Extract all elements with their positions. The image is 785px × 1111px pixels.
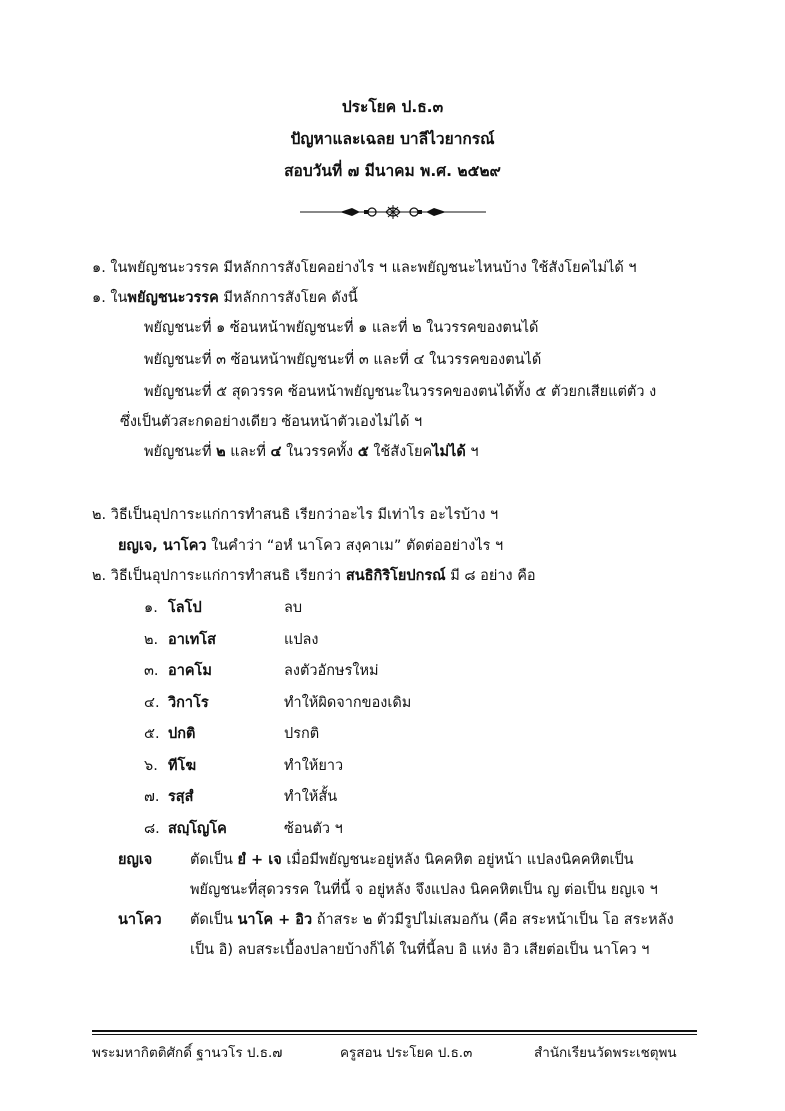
ornament-divider-icon <box>300 202 486 222</box>
list-item-term: อาเทโส <box>168 632 217 648</box>
answer-1-suffix: มีหลักการสังโยค ดังนี้ <box>218 290 358 306</box>
answer-2-suffix: มี ๘ อย่าง คือ <box>445 568 536 584</box>
answer-1-prefix: ๑. ใน <box>92 290 128 306</box>
list-item-term: โลโป <box>168 600 202 616</box>
answer-1-rule-3-cont: ซึ่งเป็นตัวสะกดอย่างเดียว ซ้อนหน้าตัวเองไม่ได้ ฯ <box>120 414 423 430</box>
list-item-number: ๕. <box>144 726 160 742</box>
list-item-meaning: ทำให้ผิดจากของเดิม <box>284 695 412 711</box>
list-item-number: ๗. <box>144 789 160 805</box>
list-item-term: วิกาโร <box>168 695 209 711</box>
explanation-2-term: นาโคว <box>118 912 162 928</box>
answer-2-term: สนธิกิริโยปกรณ์ <box>345 568 446 584</box>
list-item-term: ทีโฆ <box>168 758 197 774</box>
footer-rule-thin <box>92 1034 697 1035</box>
list-item-meaning: ทำให้สั้น <box>284 789 338 805</box>
rule-4-text-c: และที่ <box>225 444 271 460</box>
explanation-1-text: เมื่อมีพยัญชนะอยู่หลัง นิคคหิต อยู่หน้า แปลงนิคคหิตเป็น <box>281 852 634 868</box>
title-line-1: ประโยค ป.ธ.๓ <box>341 98 444 116</box>
explanation-1-term: ยญเจ <box>118 852 153 868</box>
list-item-term: ปกติ <box>168 726 196 742</box>
explanation-2-line-2: เป็น อิ) ลบสระเบื้องปลายบ้างก็ได้ ในที่นี้ลบ อิ แห่ง อิว เสียต่อเป็น นาโคว ฯ <box>190 942 650 958</box>
rule-4-num-4: ๔ <box>270 444 282 460</box>
list-item-number: ๓. <box>144 663 159 679</box>
rule-4-end: ฯ <box>465 444 479 460</box>
list-item-number: ๔. <box>144 695 160 711</box>
answer-1-rule-4 <box>144 442 479 462</box>
list-item-term: รสฺสํ <box>168 789 194 805</box>
footer-author: พระมหากิตติศักดิ์ ฐานวโร ป.ธ.๗ <box>92 1045 283 1061</box>
answer-1-rule-2: พยัญชนะที่ ๓ ซ้อนหน้าพยัญชนะที่ ๓ และที่ ๔ ในวรรคของตนได้ <box>144 352 542 368</box>
list-item-meaning: ปรกติ <box>284 726 320 742</box>
question-1: ๑. ในพยัญชนะวรรค มีหลักการสังโยคอย่างไร ฯ และพยัญชนะไหนบ้าง ใช้สังโยคไม่ได้ ฯ <box>92 260 637 276</box>
footer-rule-thick <box>92 1030 697 1032</box>
explanation-2-text: ถ้าสระ ๒ ตัวมีรูปไม่เสมอกัน (คือ สระหน้าเป็น โอ สระหลัง <box>312 912 674 928</box>
explanation-1-cut: ตัดเป็น <box>190 852 238 868</box>
question-2-rest: ในคำว่า “อหํ นาโคว สงฺคาเม” ตัดต่ออย่างไร ฯ <box>206 538 504 554</box>
explanation-1-split: ยํ + เจ <box>237 852 282 868</box>
footer-school: สำนักเรียนวัดพระเชตุพน <box>534 1045 677 1061</box>
explanation-2-cut: ตัดเป็น <box>190 912 238 928</box>
rule-4-cannot: ไม่ได้ <box>432 444 466 460</box>
list-item-number: ๒. <box>144 632 159 648</box>
list-item-meaning: ลงตัวอักษรใหม่ <box>284 663 379 679</box>
list-item-meaning: ซ้อนตัว ฯ <box>284 821 343 837</box>
footer-teacher: ครูสอน ประโยค ป.ธ.๓ <box>340 1045 473 1061</box>
rule-4-num-2: ๒ <box>216 444 226 460</box>
list-item-meaning: แปลง <box>284 632 319 648</box>
rule-4-text-a: พยัญชนะที่ <box>144 444 217 460</box>
answer-2-heading <box>92 566 536 586</box>
explanation-1-line-2: พยัญชนะที่สุดวรรค ในที่นี้ จ อยู่หลัง จึงแปลง นิคคหิตเป็น ญ ต่อเป็น ยญเจ ฯ <box>190 882 658 898</box>
rule-4-text-g: ใช้สังโยค <box>368 444 433 460</box>
explanation-1-line-1 <box>190 850 634 870</box>
answer-1-term: พยัญชนะวรรค <box>127 290 219 306</box>
title-line-2: ปัญหาและเฉลย บาลีไวยากรณ์ <box>290 130 495 148</box>
answer-2-prefix: ๒. วิธีเป็นอุปการะแก่การทำสนธิ เรียกว่า <box>92 568 346 584</box>
rule-4-num-5: ๕ <box>357 444 369 460</box>
list-item-number: ๖. <box>144 758 158 774</box>
answer-1-rule-3: พยัญชนะที่ ๕ สุดวรรค ซ้อนหน้าพยัญชนะในวรรคของตนได้ทั้ง ๕ ตัวยกเสียแต่ตัว ง <box>144 384 657 400</box>
list-item-term: สญฺโญโค <box>168 821 227 837</box>
question-2: ๒. วิธีเป็นอุปการะแก่การทำสนธิ เรียกว่าอะไร มีเท่าไร อะไรบ้าง ฯ <box>92 507 499 523</box>
list-item-number: ๘. <box>144 821 160 837</box>
list-item-term: อาคโม <box>168 663 212 679</box>
title-line-3: สอบวันที่ ๗ มีนาคม พ.ศ. ๒๕๒๙ <box>284 162 501 180</box>
explanation-2-line-1 <box>190 910 674 930</box>
question-2-part-2 <box>118 536 503 556</box>
rule-4-text-e: ในวรรคทั้ง <box>281 444 358 460</box>
answer-1-rule-1: พยัญชนะที่ ๑ ซ้อนหน้าพยัญชนะที่ ๑ และที่ ๒ ในวรรคของตนได้ <box>144 320 539 336</box>
question-2-terms: ยญเจ, นาโคว <box>118 538 207 554</box>
list-item-meaning: ลบ <box>284 600 303 616</box>
list-item-meaning: ทำให้ยาว <box>284 758 344 774</box>
answer-1-heading <box>92 288 358 308</box>
explanation-2-split: นาโค + อิว <box>237 912 313 928</box>
list-item-number: ๑. <box>144 600 158 616</box>
